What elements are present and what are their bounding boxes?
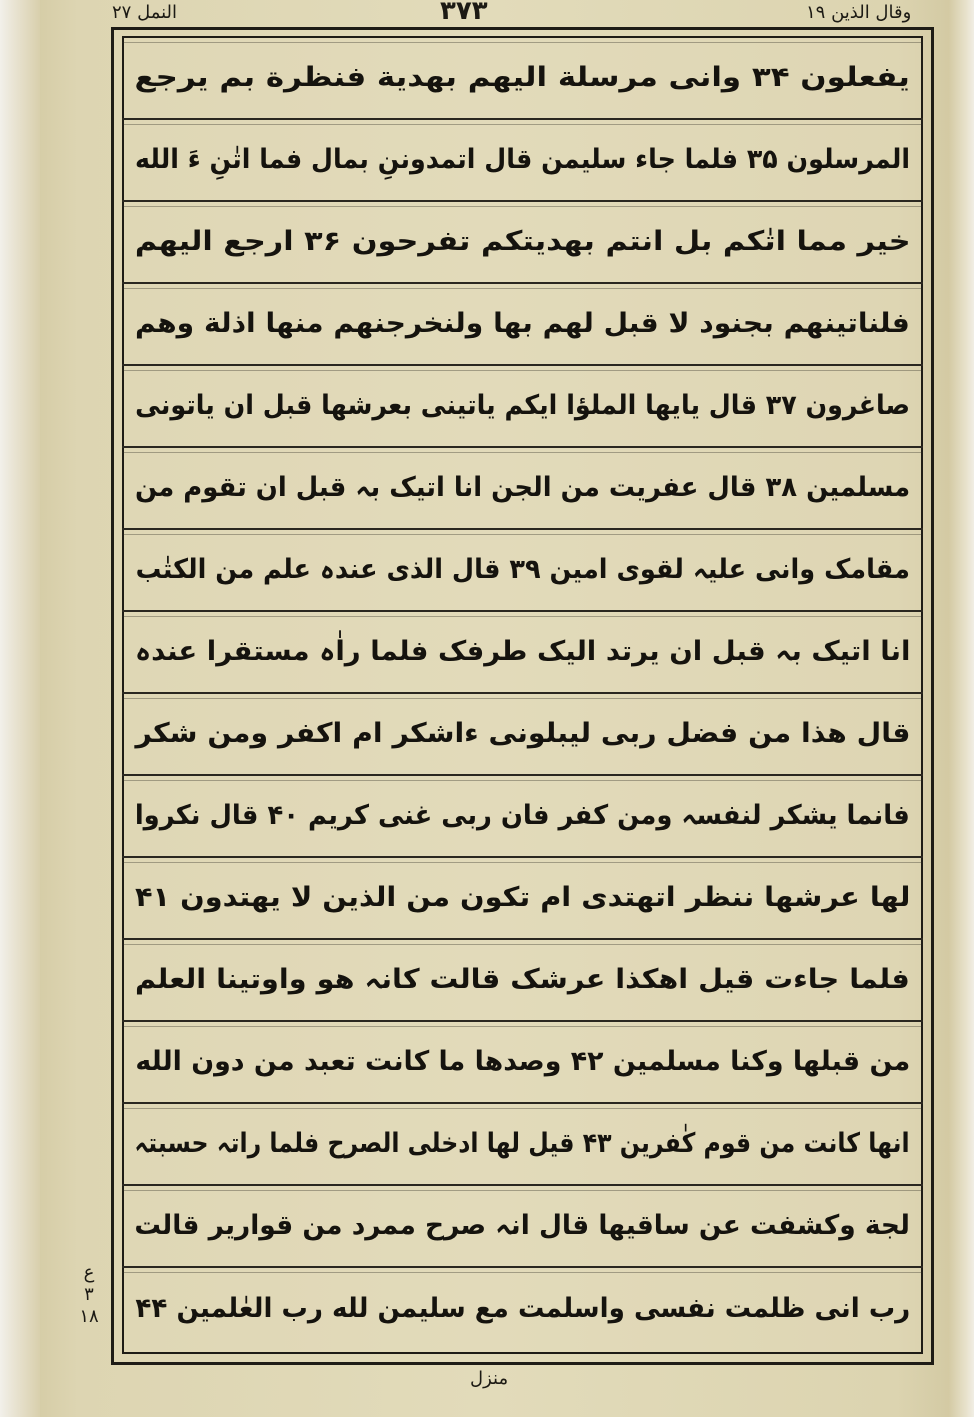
verse-line (122, 1268, 923, 1350)
verse-text: لجة وکشفت عن ساقیھا قال انہ صرح ممرد من قواریر قالت (134, 1210, 911, 1241)
verse-text: فلناتینھم بجنود لا قبل لھم بھا ولنخرجنھم منھا اذلة وھم (135, 308, 910, 339)
verse-line (122, 530, 923, 612)
verse-text: مقامک وانی علیہ لقوی امین ۳۹ قال الذی عندہ علم من الکتٰب (135, 554, 910, 585)
verse-text: لھا عرشھا ننظر اتھتدی ام تکون من الذین لا یھتدون ۴۱ (134, 882, 911, 913)
verse-text: قال ھذا من فضل ربی لیبلونی ءاشکر ام اکفر ومن شکر (135, 718, 910, 749)
ruku-number: ۳ (84, 1284, 94, 1305)
verse-line (122, 612, 923, 694)
verse-text: فلما جاءت قیل اھکذا عرشک قالت کانہ ھو واوتینا العلم (135, 964, 910, 995)
verse-text: من قبلھا وکنا مسلمین ۴۲ وصدھا ما کانت تعبد من دون الله (135, 1046, 910, 1077)
verse-line (122, 776, 923, 858)
verse-text: انا اتیک بہ قبل ان یرتد الیک طرفک فلما راٰہ مستقرا عندہ (134, 636, 911, 667)
verse-line (122, 202, 923, 284)
verse-line (122, 1104, 923, 1186)
verse-text: مسلمین ۳۸ قال عفریت من الجن انا اتیک بہ قبل ان تقوم من (134, 472, 911, 503)
verse-line (122, 858, 923, 940)
verse-text: انھا کانت من قوم کٰفرین ۴۳ قیل لھا ادخلی الصرح فلما راتہ حسبتہ (134, 1128, 911, 1159)
verse-line (122, 284, 923, 366)
verse-text: فانما یشکر لنفسہ ومن کفر فان ربی غنی کریم ۴۰ قال نکروا (135, 800, 911, 831)
manzil-footer: منزل (470, 1368, 509, 1389)
verse-line (122, 120, 923, 202)
verse-text: المرسلون ۳۵ فلما جاء سلیمن قال اتمدوننِ بمال فما اتٰنِ ءَ الله (134, 144, 911, 175)
verse-text: یفعلون ۳۴ وانی مرسلة الیھم بھدیة فنظرة بم یرجع (134, 62, 911, 93)
ruku-count: ۱۸ (79, 1306, 99, 1327)
verse-text: خیر مما اتٰکم بل انتم بھدیتکم تفرحون ۳۶ ارجع الیھم (134, 226, 911, 257)
verse-line (122, 1186, 923, 1268)
verse-text: رب انی ظلمت نفسی واسلمت مع سلیمن لله رب العٰلمین ۴۴ (135, 1293, 910, 1324)
right-page-edge (948, 0, 974, 1417)
juz-name-header: وقال الذین ۱۹ (806, 2, 912, 23)
ruku-marker (66, 1262, 112, 1328)
verse-line (122, 38, 923, 120)
ruku-symbol: ع (83, 1262, 95, 1283)
verse-line (122, 366, 923, 448)
verse-text: صاغرون ۳۷ قال یایھا الملؤا ایکم یاتینی بعرشھا قبل ان یاتونی (135, 390, 910, 421)
page-number: ۳۷۳ (440, 0, 488, 26)
surah-name-header: النمل ۲۷ (112, 2, 178, 23)
verse-line (122, 1022, 923, 1104)
verse-line (122, 694, 923, 776)
left-binding-gutter (0, 0, 40, 1417)
verse-line (122, 940, 923, 1022)
verse-line (122, 448, 923, 530)
